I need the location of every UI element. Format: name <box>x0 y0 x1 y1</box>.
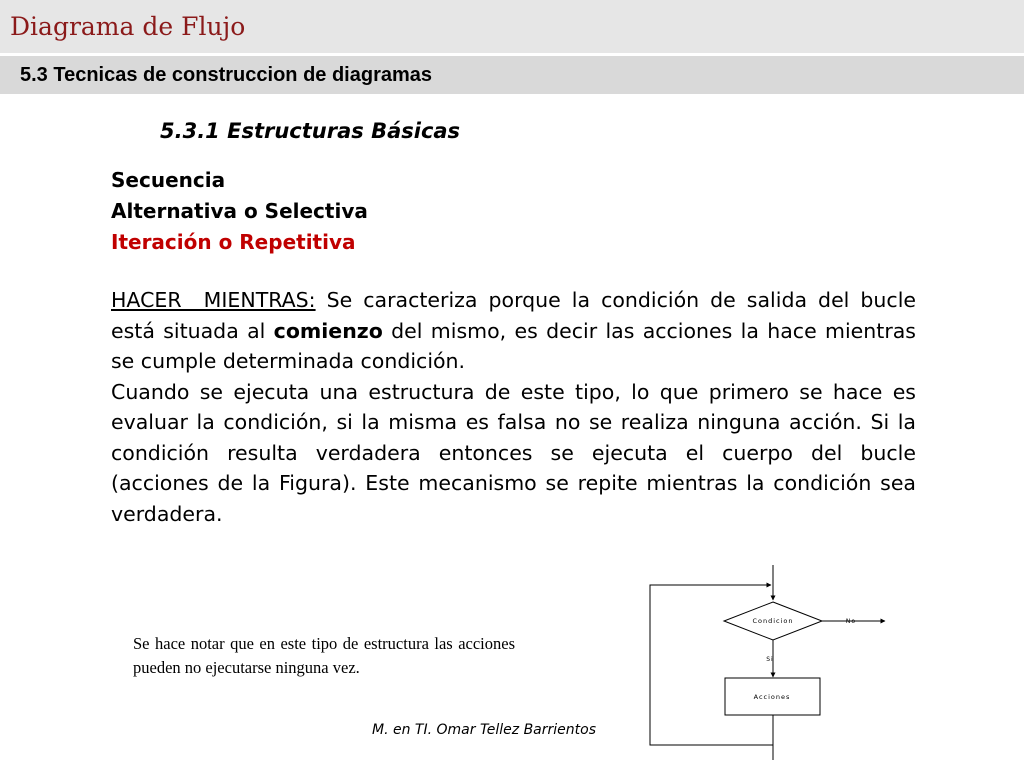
term-hacer-mientras: HACER MIENTRAS: <box>111 288 316 312</box>
author-footer: M. en TI. Omar Tellez Barrientos <box>372 722 596 738</box>
condition-label: Condicion <box>752 617 794 625</box>
action-label: Acciones <box>753 693 791 701</box>
no-label: No <box>845 618 857 625</box>
paragraph-definition <box>111 285 916 377</box>
note-text: Se hace notar que en este tipo de estructura las acciones pueden no ejecutarse ninguna vez. <box>133 634 515 677</box>
yes-label: Si <box>766 656 774 663</box>
slide-title: Diagrama de Flujo <box>10 12 246 41</box>
keyword-comienzo: comienzo <box>273 318 383 343</box>
slide-subtitle: 5.3 Tecnicas de construccion de diagramas <box>20 64 433 86</box>
paragraph-definition-part-b: del mismo, es decir las acciones la hace mientras se cumple determinada condición. <box>111 318 916 373</box>
structure-iteration: Iteración o Repetitiva <box>111 230 356 254</box>
structure-sequence: Secuencia <box>111 168 226 192</box>
body-text <box>111 285 916 529</box>
structures-list <box>111 165 368 258</box>
paragraph-definition-part-a: Se caracteriza porque la condición de salida del bucle está situada al <box>111 288 916 343</box>
paragraph-explanation: Cuando se ejecuta una estructura de este tipo, lo que primero se hace es evaluar la condición, si la misma es falsa no se realiza ninguna acción. Si la condición resulta verdadera entonces se ejecuta el cuerpo del bucle (acciones de la Figura). Este mecanismo se repite mientras la condición sea verdadera. <box>111 379 916 526</box>
while-loop-flowchart <box>640 560 910 768</box>
structure-alternative: Alternativa o Selectiva <box>111 199 368 223</box>
section-heading: 5.3.1 Estructuras Básicas <box>160 119 461 143</box>
